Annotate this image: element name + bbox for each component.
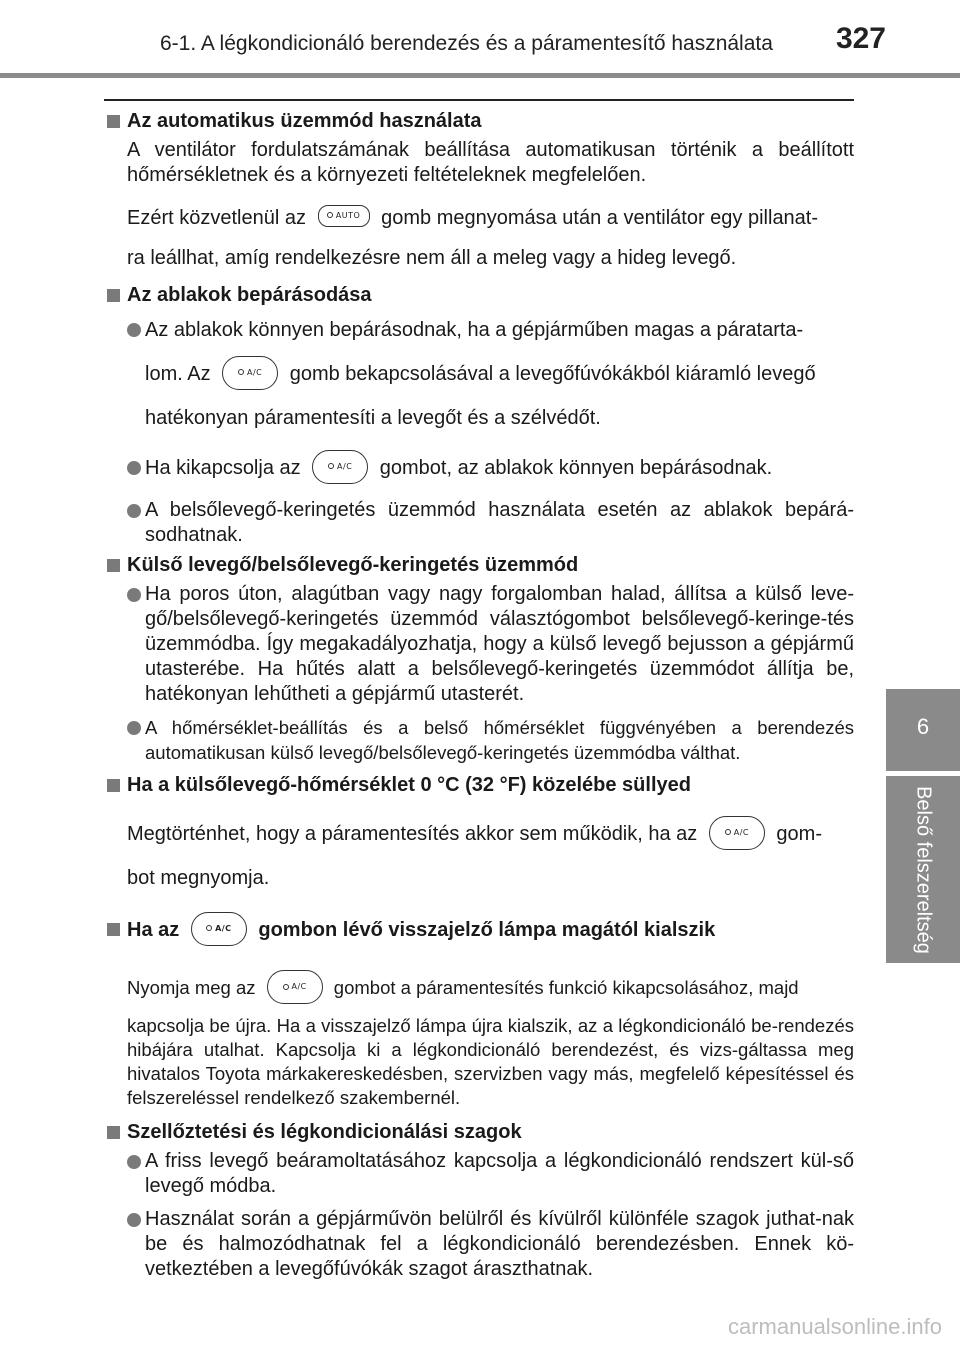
round-bullet-icon [127, 323, 141, 337]
section-heading: Szellőztetési és légkondicionálási szagok [107, 1120, 854, 1145]
section-heading: Ha a külsőlevegő-hőmérséklet 0 °C (32 °F) közelébe süllyed [107, 773, 854, 798]
square-bullet-icon [107, 1126, 120, 1139]
page-number: 327 [835, 22, 886, 55]
ac-button-icon: A/C [267, 970, 323, 1004]
chapter-tab-number: 6 [916, 714, 930, 739]
bullet-item: Ha poros úton, alagútban vagy nagy forgalomban halad, állítsa a külső leve-gő/belsőlevegő-keringetés üzemmód választógombot belsőlevegő-keringe-tés üzemmódba. Így megakadályozhatja, hogy a külső levegő bejusson a gépjármű utasterébe. Ha hűtés alatt a belsőlevegő-keringetés üzemmódot állítja be, hatékonyan lehűtheti a gépjármű utasterét. [107, 582, 854, 707]
ac-button-icon: A/C [191, 912, 247, 946]
square-bullet-icon [107, 923, 120, 936]
square-bullet-icon [107, 559, 120, 572]
header-rule [0, 73, 960, 78]
paragraph: A ventilátor fordulatszámának beállítása automatikusan történik a beállított hőmérsékletnek és a környezeti feltételeknek megfelelően. [127, 139, 854, 186]
auto-button-icon: AUTO [318, 205, 370, 227]
square-bullet-icon [107, 779, 120, 792]
square-bullet-icon [107, 289, 120, 302]
ac-button-icon: A/C [312, 450, 368, 484]
paragraph: Megtörténhet, hogy a páramentesítés akkor sem működik, ha az A/C gom- bot megnyomja. [107, 812, 854, 900]
page-header-title: 6-1. A légkondicionáló berendezés és a páramentesítő használata [160, 32, 773, 55]
section-heading: Külső levegő/belsőlevegő-keringetés üzemmód [107, 553, 854, 578]
ac-button-icon: A/C [222, 356, 278, 390]
section-top-rule [104, 99, 854, 101]
square-bullet-icon [107, 115, 120, 128]
round-bullet-icon [127, 461, 141, 475]
bullet-item: A belsőlevegő-keringetés üzemmód használata esetén az ablakok bepárá-sodhatnak. [107, 498, 854, 548]
section-heading: Az ablakok bepárásodása [107, 283, 854, 308]
round-bullet-icon [127, 1155, 141, 1169]
round-bullet-icon [127, 504, 141, 518]
bullet-item: A hőmérséklet-beállítás és a belső hőmérséklet függvényében a berendezés automatikusan külső levegő/belsőlevegő-keringetés üzemmódba válthat. [107, 715, 854, 765]
chapter-tab-text: Belső felszereltség [912, 786, 935, 954]
watermark: carmanualsonline.info [727, 1314, 942, 1339]
ac-button-icon: A/C [709, 816, 765, 850]
paragraph: Nyomja meg az A/C gombot a páramentesítés funkció kikapcsolásához, majd kapcsolja be újra. Ha a visszajelző lámpa újra kialszik, az a légkondicionáló be-rendezés hibájára utalhat. Kapcsolja ki a légkondicionáló berendezést, és vizs-gáltassa meg hivatalos Toyota márkakereskedésben, szervizben vagy más, megfelelő képesítéssel és felszereléssel rendelkező szakembernél. [107, 966, 854, 1110]
bullet-item: Használat során a gépjárművön belülről és kívülről különféle szagok juthat-nak be és halmozódhatnak fel a légkondicionáló berendezésben. Ennek kö-vetkeztében a levegőfúvókák szagot áraszthatnak. [107, 1207, 854, 1282]
page-content [107, 104, 854, 1282]
bullet-item: Ha kikapcsolja az A/C gombot, az ablakok könnyen bepárásodnak. [107, 446, 854, 490]
section-heading: Ha az A/C gombon lévő visszajelző lámpa magától kialszik [107, 908, 854, 952]
paragraph: Ezért közvetlenül az AUTO gomb megnyomása után a ventilátor egy pillanat- ra leállhat, amíg rendelkezésre nem áll a meleg vagy a hideg levegő. [107, 198, 854, 278]
round-bullet-icon [127, 721, 141, 735]
bullet-item: A friss levegő beáramoltatásához kapcsolja a légkondicionáló rendszert kül-ső levegő módba. [107, 1149, 854, 1199]
round-bullet-icon [127, 588, 141, 602]
round-bullet-icon [127, 1213, 141, 1227]
section-heading: Az automatikus üzemmód használata [107, 109, 854, 134]
bullet-item: Az ablakok könnyen bepárásodnak, ha a gépjárműben magas a páratarta- lom. Az A/C gomb bekapcsolásával a levegőfúvókákból kiáramló levegő hatékonyan páramentesíti a levegőt és a szélvédőt. [107, 308, 854, 440]
